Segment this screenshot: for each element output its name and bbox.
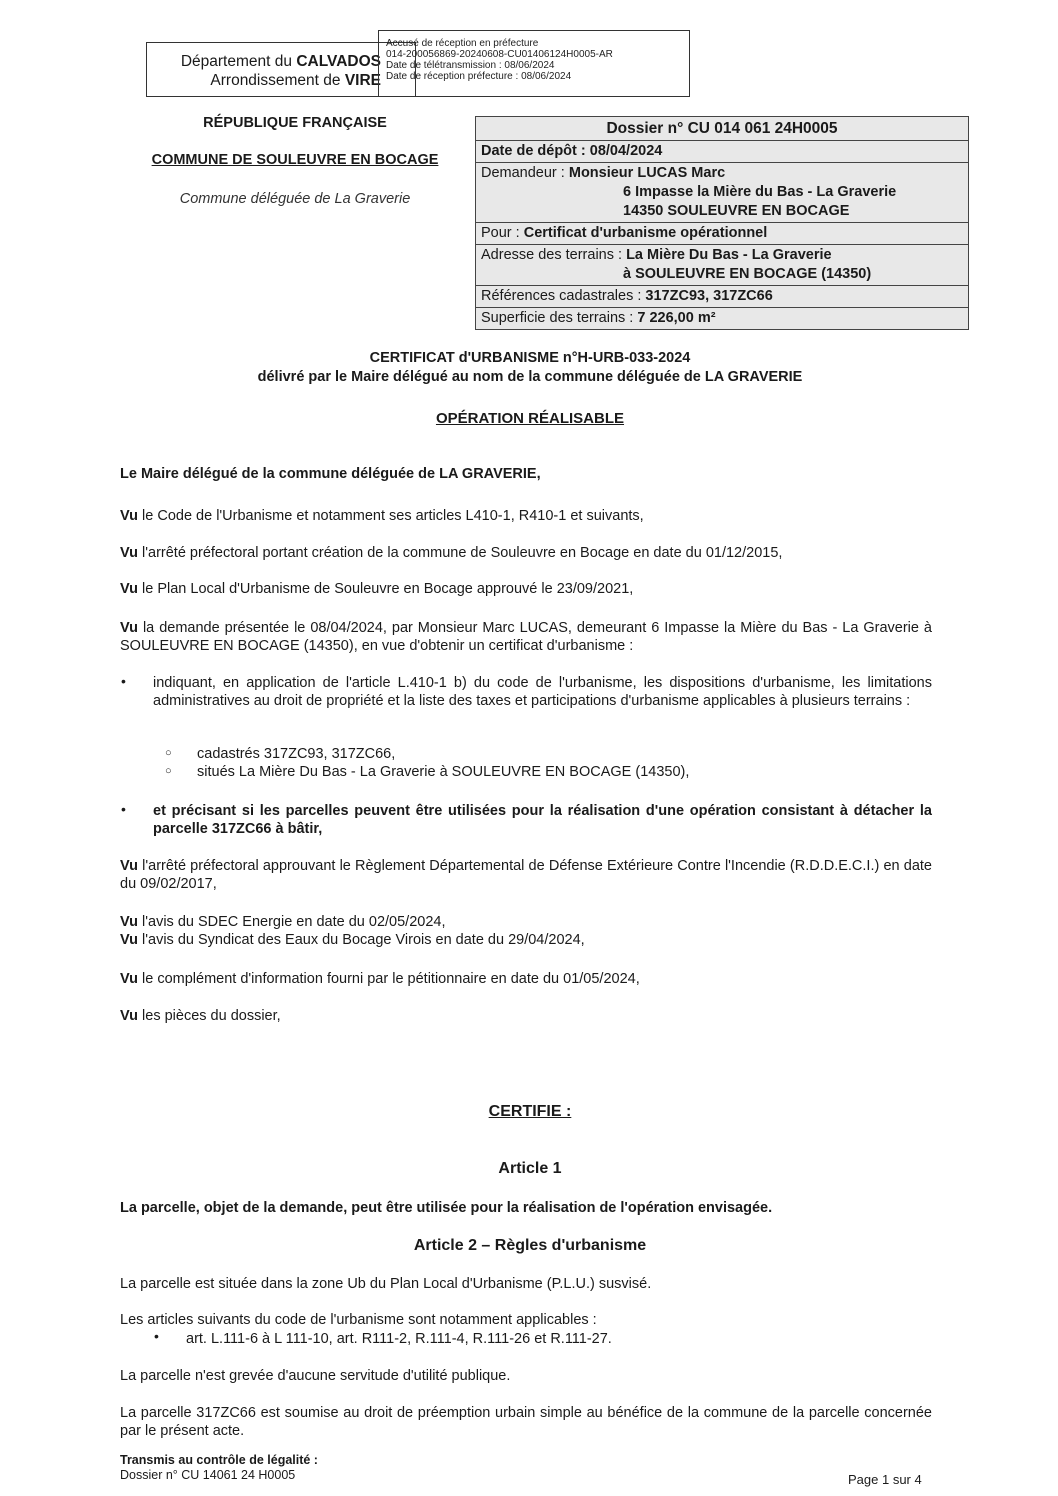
demandeur-address-1: 6 Impasse la Mière du Bas - La Graverie — [623, 184, 897, 200]
prefecture-stamp — [378, 30, 690, 97]
sub-item: situés La Mière Du Bas - La Graverie à SOULEUVRE EN BOCAGE (14350), — [197, 764, 690, 780]
vu-label: Vu — [120, 1008, 138, 1024]
vu-text: l'arrêté préfectoral portant création de la commune de Souleuvre en Bocage en date du 01/12/2015, — [138, 545, 783, 561]
article-2-paragraph: Les articles suivants du code de l'urbanisme sont notamment applicables : — [120, 1312, 597, 1328]
stamp-line: Date de réception préfecture : 08/06/2024 — [386, 71, 572, 82]
vu-label: Vu — [120, 581, 138, 597]
vu-text: le complément d'information fourni par le pétitionnaire en date du 01/05/2024, — [138, 971, 640, 987]
certifie-heading: CERTIFIE : — [488, 1103, 572, 1120]
circle-bullet-icon: ○ — [165, 765, 172, 777]
vu-label: Vu — [120, 914, 138, 930]
stamp-line: Accusé de réception en préfecture — [386, 38, 539, 49]
article-2-paragraph: La parcelle 317ZC66 est soumise au droit de préemption urbain simple au bénéfice de la commune de la parcelle concernée par le présent acte. — [120, 1405, 932, 1439]
demandeur-name: Monsieur LUCAS Marc — [568, 165, 726, 181]
pour-row — [476, 222, 968, 244]
dossier-table — [475, 116, 969, 330]
adresse-value-2: à SOULEUVRE EN BOCAGE (14350) — [623, 266, 872, 282]
commune-deleguee: Commune déléguée de La Graverie — [179, 191, 411, 207]
vu-label: Vu — [120, 508, 138, 524]
stamp-line: Date de télétransmission : 08/06/2024 — [386, 60, 555, 71]
sub-item: cadastrés 317ZC93, 317ZC66, — [197, 746, 396, 762]
bullet-icon: • — [154, 1328, 159, 1344]
vu-label: Vu — [120, 545, 138, 561]
references-row — [476, 285, 968, 307]
vu-label: Vu — [120, 620, 138, 636]
dept-name: CALVADOS — [296, 53, 381, 70]
certificate-number: CERTIFICAT d'URBANISME n°H-URB-033-2024 — [369, 350, 691, 366]
page-number: Page 1 sur 4 — [848, 1472, 922, 1487]
vu-text: les pièces du dossier, — [138, 1008, 281, 1024]
dept-label: Département du — [180, 53, 297, 70]
adresse-value-1: La Mière Du Bas - La Graverie — [626, 247, 832, 263]
date-depot: Date de dépôt : 08/04/2024 — [476, 140, 968, 162]
vu-label: Vu — [120, 971, 138, 987]
vu-paragraph — [120, 970, 932, 988]
stamp-line: 014-200056869-20240608-CU01406124H0005-AR — [386, 49, 613, 60]
article-2-paragraph: La parcelle n'est grevée d'aucune servitude d'utilité publique. — [120, 1368, 511, 1384]
pour-label: Pour : — [481, 225, 524, 241]
vu-label: Vu — [120, 858, 138, 874]
circle-bullet-icon: ○ — [165, 747, 172, 759]
bullet-item: et précisant si les parcelles peuvent être utilisées pour la réalisation d'une opération consistant à détacher la parcelle 317ZC66 à bâtir, — [153, 803, 932, 837]
maire-line: Le Maire délégué de la commune déléguée de LA GRAVERIE, — [120, 466, 541, 482]
references-value: 317ZC93, 317ZC66 — [645, 288, 773, 304]
arrondissement-name: VIRE — [344, 72, 381, 89]
operation-status: OPÉRATION RÉALISABLE — [435, 410, 625, 427]
vu-label: Vu — [120, 932, 138, 948]
vu-paragraph — [120, 619, 932, 655]
adresse-row — [476, 244, 968, 285]
adresse-label: Adresse des terrains : — [481, 247, 627, 263]
bullet-item: indiquant, en application de l'article L.410-1 b) du code de l'urbanisme, les dispositions d'urbanisme, les limitations administratives au droit de propriété et la liste des taxes et participations d'urbanisme applicables à plusieurs terrains : — [153, 675, 932, 709]
vu-text: l'avis du SDEC Energie en date du 02/05/2024, — [138, 914, 446, 930]
superficie-label: Superficie des terrains : — [481, 310, 638, 326]
vu-paragraph — [120, 931, 932, 949]
footer-transmis: Transmis au contrôle de légalité : — [120, 1453, 318, 1467]
vu-paragraph — [120, 857, 932, 893]
arrondissement-label: Arrondissement de — [210, 72, 345, 89]
demandeur-label: Demandeur : — [481, 165, 569, 181]
department-box — [146, 42, 416, 97]
vu-text: le Code de l'Urbanisme et notamment ses articles L410-1, R410-1 et suivants, — [138, 508, 644, 524]
vu-text: l'arrêté préfectoral approuvant le Règlement Départemental de Défense Extérieure Contre l'Incendie (R.D.D.E.C.I.) en date du 09/02/2017, — [120, 858, 932, 892]
certificate-subtitle: délivré par le Maire délégué au nom de la commune déléguée de LA GRAVERIE — [257, 369, 803, 385]
article-2-paragraph: La parcelle est située dans la zone Ub du Plan Local d'Urbanisme (P.L.U.) susvisé. — [120, 1276, 652, 1292]
bullet-icon: • — [121, 673, 126, 689]
vu-paragraph — [120, 544, 932, 562]
article-2-bullet: art. L.111-6 à L 111-10, art. R111-2, R.111-4, R.111-26 et R.111-27. — [186, 1331, 612, 1347]
dossier-title: Dossier n° CU 014 061 24H0005 — [606, 120, 838, 137]
references-label: Références cadastrales : — [481, 288, 646, 304]
certificate-title — [80, 349, 980, 387]
republique-heading: RÉPUBLIQUE FRANÇAISE — [203, 115, 387, 131]
superficie-value: 7 226,00 m² — [637, 310, 716, 326]
commune-heading: COMMUNE DE SOULEUVRE EN BOCAGE — [151, 152, 439, 168]
article-2-heading: Article 2 – Règles d'urbanisme — [413, 1237, 647, 1254]
article-1-heading: Article 1 — [498, 1160, 562, 1177]
vu-paragraph — [120, 913, 932, 931]
vu-paragraph — [120, 1007, 932, 1025]
vu-paragraph — [120, 507, 932, 525]
vu-text: l'avis du Syndicat des Eaux du Bocage Virois en date du 29/04/2024, — [138, 932, 585, 948]
article-1-text: La parcelle, objet de la demande, peut être utilisée pour la réalisation de l'opération envisagée. — [120, 1200, 773, 1216]
demandeur-address-2: 14350 SOULEUVRE EN BOCAGE — [623, 203, 850, 219]
vu-paragraph — [120, 580, 932, 598]
bullet-icon: • — [121, 801, 126, 817]
superficie-row — [476, 307, 968, 329]
vu-text: la demande présentée le 08/04/2024, par Monsieur Marc LUCAS, demeurant 6 Impasse la Mière du Bas - La Graverie à SOULEUVRE EN BOCAGE (14350), en vue d'obtenir un certificat d'urbanisme : — [120, 620, 932, 654]
footer-dossier: Dossier n° CU 14061 24 H0005 — [120, 1468, 296, 1482]
pour-value: Certificat d'urbanisme opérationnel — [523, 225, 768, 241]
vu-text: le Plan Local d'Urbanisme de Souleuvre en Bocage approuvé le 23/09/2021, — [138, 581, 634, 597]
demandeur-row — [476, 162, 968, 222]
